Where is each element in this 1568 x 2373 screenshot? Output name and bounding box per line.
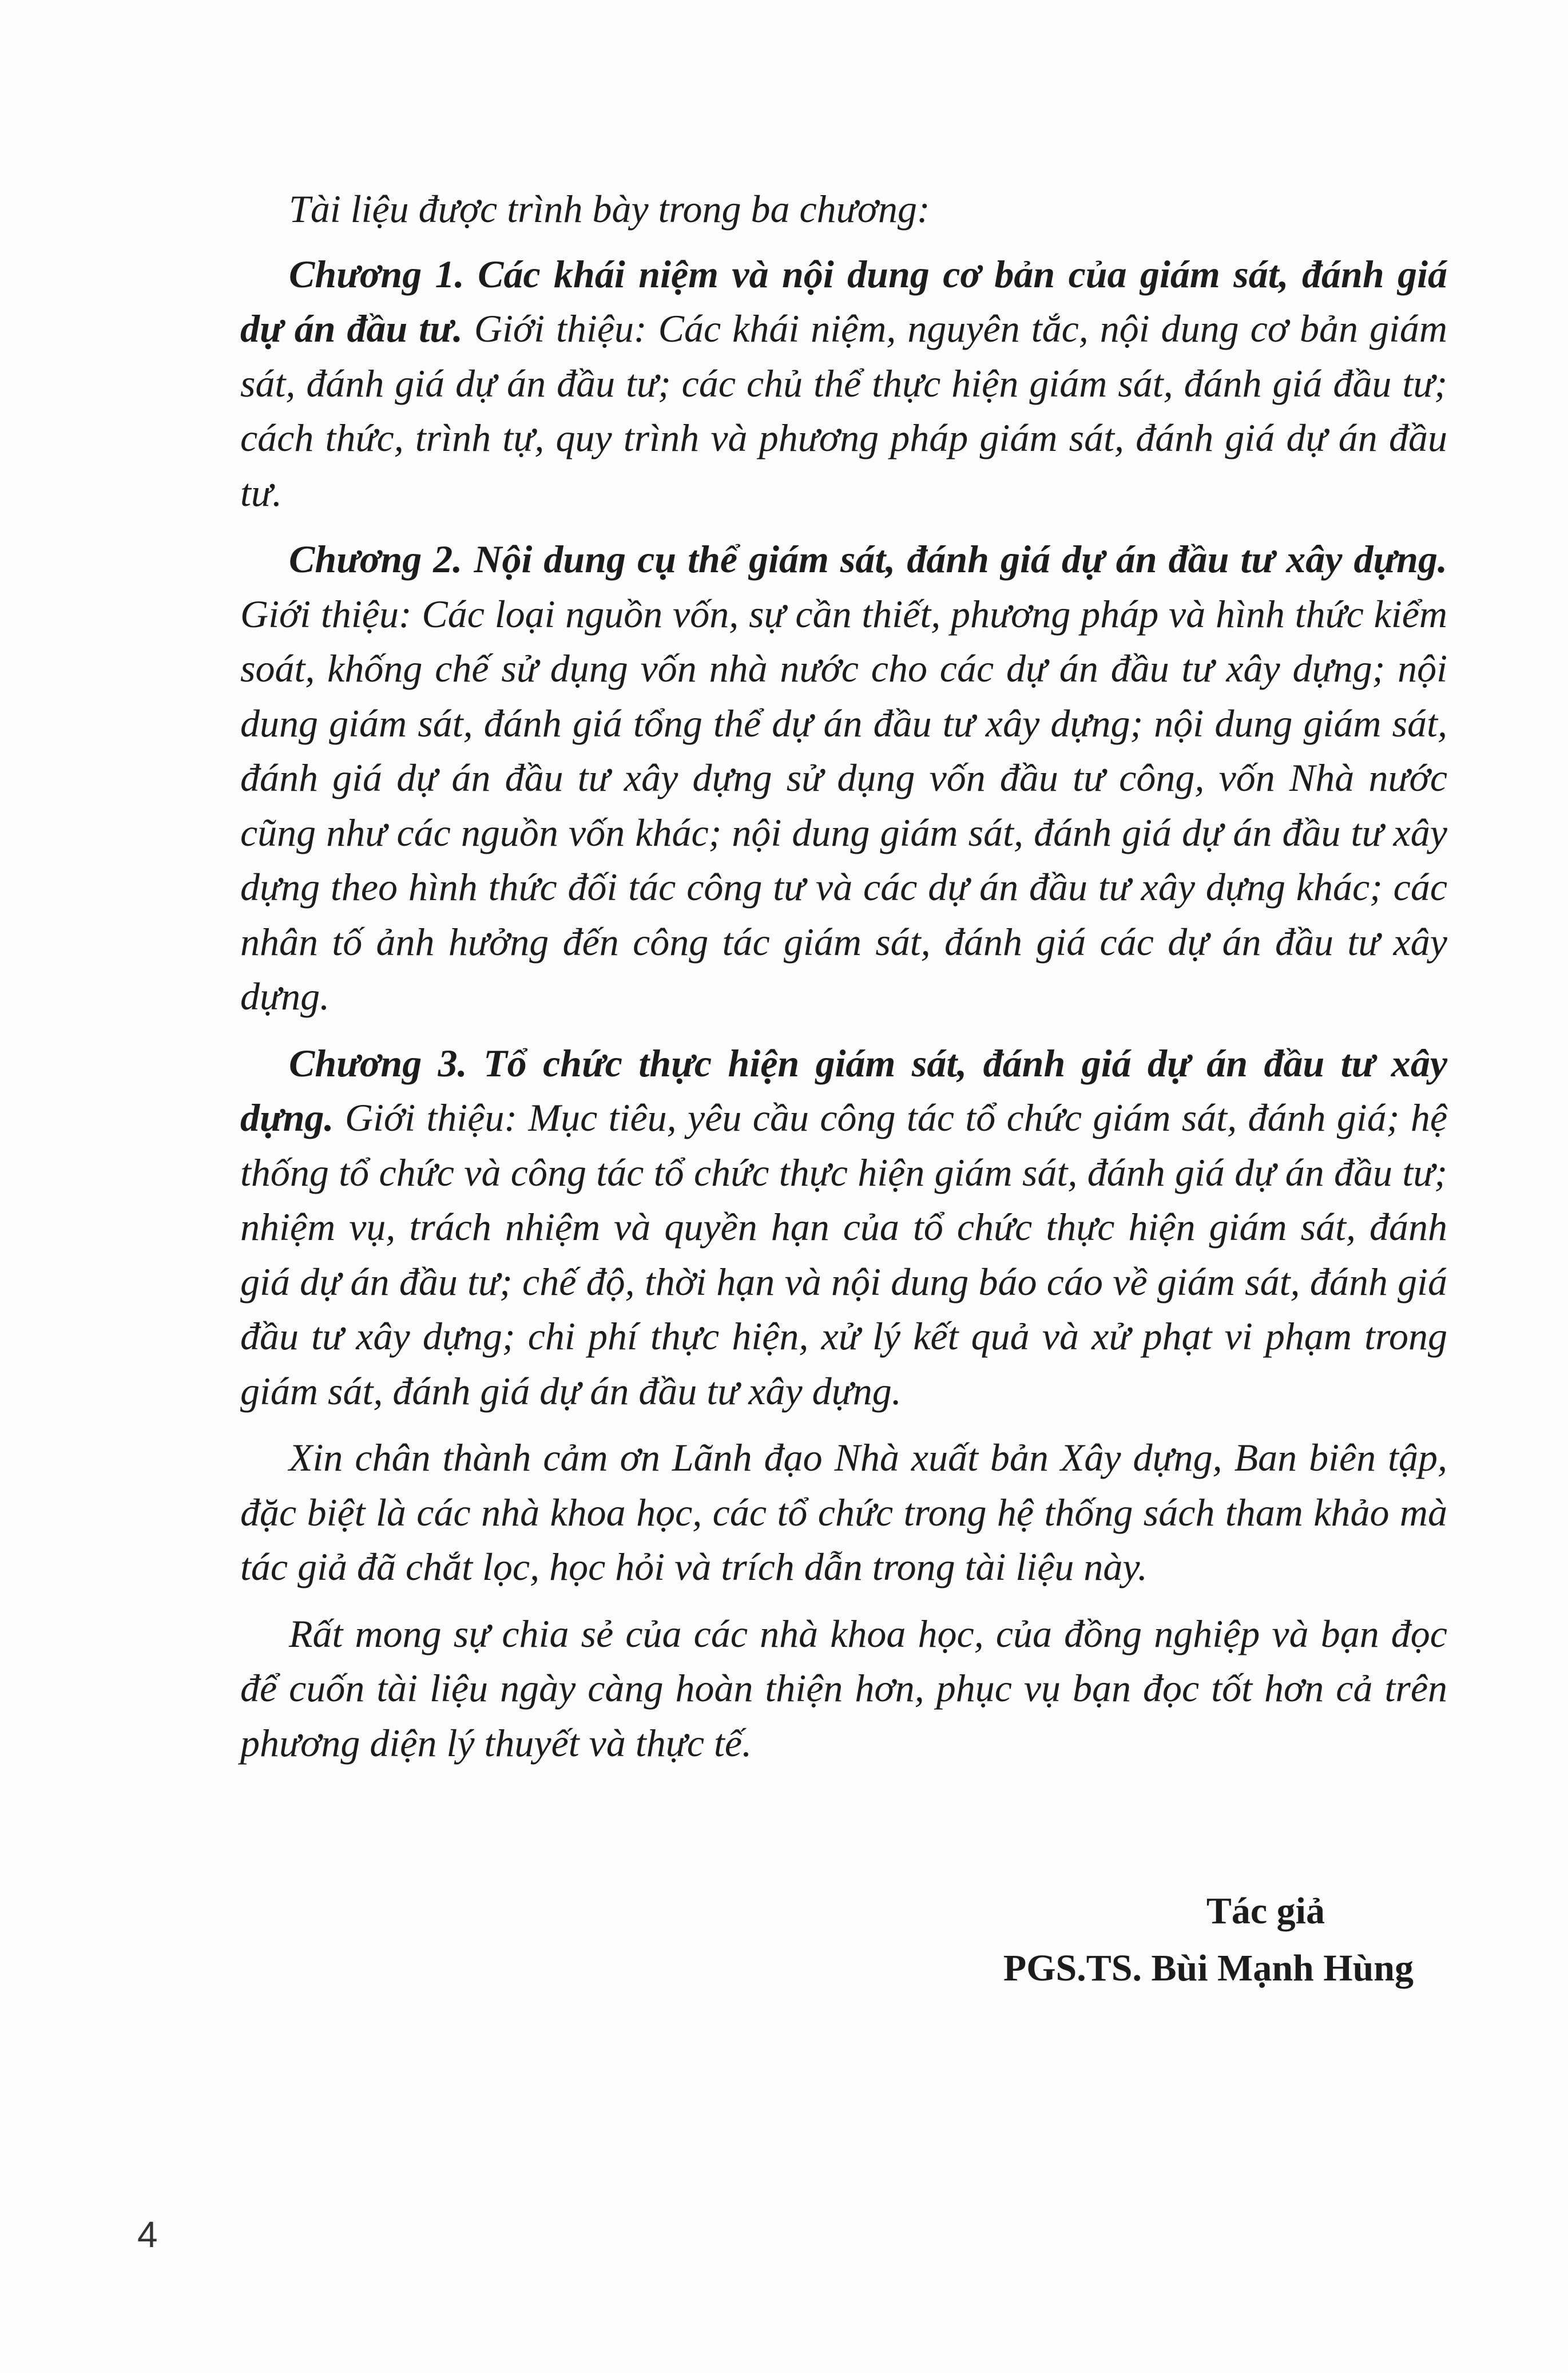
author-role: Tác giả (1206, 1890, 1325, 1932)
intro-paragraph: Tài liệu được trình bày trong ba chương: (289, 187, 930, 231)
chapter-1-body: Giới thiệu: Các khái niệm, nguyên tắc, nội dung cơ bản giám sát, đánh giá dự án đầu tư; các chủ thể thực hiện giám sát, đánh giá đầu tư; cách thức, trình tự, quy trình và phương pháp giám sát, đánh giá dự án đầu tư. (240, 307, 1448, 514)
page-number: 4 (137, 2214, 158, 2255)
preface-body (240, 182, 1447, 1782)
thanks-paragraph: Xin chân thành cảm ơn Lãnh đạo Nhà xuất bản Xây dựng, Ban biên tập, đặc biệt là các nhà khoa học, các tổ chức trong hệ thống sách tham khảo mà tác giả đã chắt lọc, học hỏi và trích dẫn trong tài liệu này. (240, 1436, 1447, 1588)
chapter-2-body: Giới thiệu: Các loại nguồn vốn, sự cần thiết, phương pháp và hình thức kiểm soát, khống chế sử dụng vốn nhà nước cho các dự án đầu tư xây dựng; nội dung giám sát, đánh giá tổng thể dự án đầu tư xây dựng; nội dung giám sát, đánh giá dự án đầu tư xây dựng sử dụng vốn đầu tư công, vốn Nhà nước cũng như các nguồn vốn khác; nội dung giám sát, đánh giá dự án đầu tư xây dựng theo hình thức đối tác công tư và các dự án đầu tư xây dựng khác; các nhân tố ảnh hưởng đến công tác giám sát, đánh giá các dự án đầu tư xây dựng. (240, 592, 1447, 1018)
chapter-1-paragraph (240, 247, 1447, 521)
chapter-3-body: Giới thiệu: Mục tiêu, yêu cầu công tác tổ chức giám sát, đánh giá; hệ thống tổ chức và công tác tổ chức thực hiện giám sát, đánh giá dự án đầu tư; nhiệm vụ, trách nhiệm và quyền hạn của tổ chức thực hiện giám sát, đánh giá dự án đầu tư; chế độ, thời hạn và nội dung báo cáo về giám sát, đánh giá đầu tư xây dựng; chi phí thực hiện, xử lý kết quả và xử phạt vi phạm trong giám sát, đánh giá dự án đầu tư xây dựng. (240, 1096, 1447, 1413)
chapter-2-heading: Chương 2. Nội dung cụ thể giám sát, đánh giá dự án đầu tư xây dựng. (289, 537, 1447, 581)
chapter-1-heading: Chương 1. Các khái niệm và nội dung cơ bản của giám sát, đánh giá dự án đầu tư. (240, 252, 1447, 350)
chapter-3-paragraph (240, 1036, 1447, 1419)
chapter-2-paragraph (240, 532, 1447, 1024)
chapter-3-heading: Chương 3. Tổ chức thực hiện giám sát, đánh giá dự án đầu tư xây dựng. (240, 1041, 1447, 1139)
closing-paragraph: Rất mong sự chia sẻ của các nhà khoa học, của đồng nghiệp và bạn đọc để cuốn tài liệu ngày càng hoàn thiện hơn, phục vụ bạn đọc tốt hơn cả trên phương diện lý thuyết và thực tế. (240, 1611, 1447, 1765)
author-signature (1003, 1883, 1414, 1997)
author-name: PGS.TS. Bùi Mạnh Hùng (1003, 1947, 1414, 1989)
